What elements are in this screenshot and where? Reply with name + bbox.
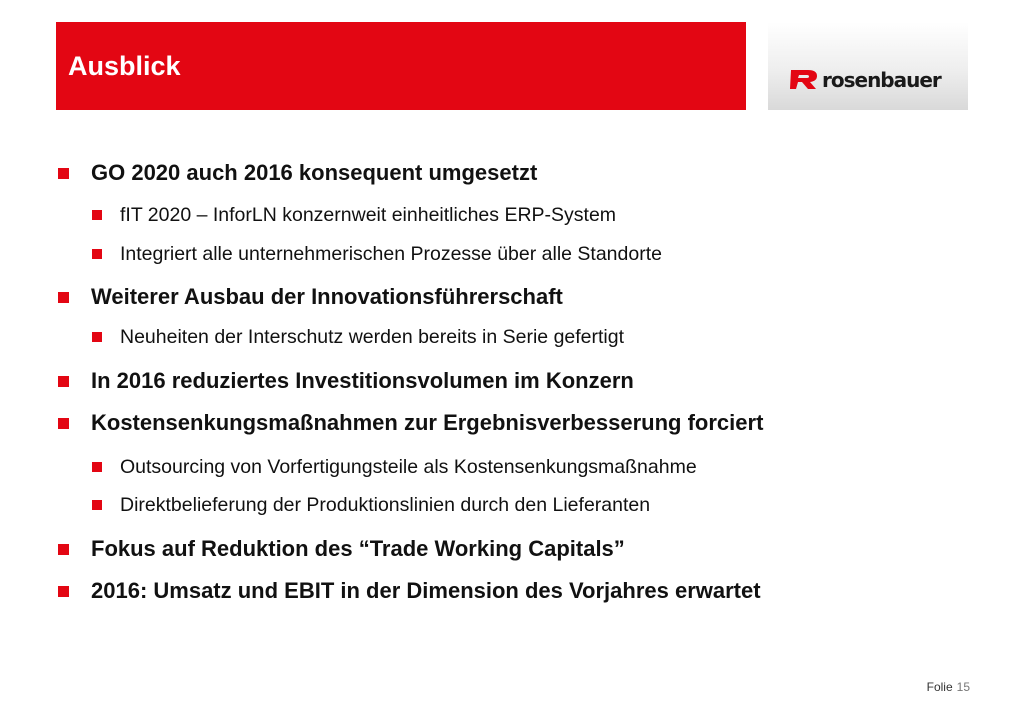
- bullet-text: Fokus auf Reduktion des “Trade Working Capitals”: [91, 536, 625, 561]
- bullet-text: 2016: Umsatz und EBIT in der Dimension des Vorjahres erwartet: [91, 578, 761, 603]
- bullet-text: Integriert alle unternehmerischen Prozesse über alle Standorte: [120, 243, 662, 265]
- bullet-square-icon: [58, 586, 69, 597]
- bullet-square-icon: [92, 210, 102, 220]
- bullet-text: In 2016 reduziertes Investitionsvolumen im Konzern: [91, 368, 634, 393]
- bullet-text: Outsourcing von Vorfertigungsteile als Kostensenkungsmaßnahme: [120, 456, 697, 478]
- footer-label: Folie: [926, 680, 953, 694]
- bullet-square-icon: [92, 249, 102, 259]
- bullet-text: Weiterer Ausbau der Innovationsführerschaft: [91, 284, 563, 309]
- bullet-square-icon: [58, 292, 69, 303]
- bullet-text: fIT 2020 – InforLN konzernweit einheitliches ERP-System: [120, 204, 617, 226]
- page-number: 15: [956, 680, 970, 694]
- bullet-text: GO 2020 auch 2016 konsequent umgesetzt: [91, 160, 538, 185]
- bullet-square-icon: [92, 500, 102, 510]
- bullet-square-icon: [92, 462, 102, 472]
- bullet-text: Neuheiten der Interschutz werden bereits in Serie gefertigt: [120, 326, 625, 348]
- bullet-square-icon: [58, 376, 69, 387]
- bullet-text: Direktbelieferung der Produktionslinien durch den Lieferanten: [120, 494, 651, 516]
- slide-footer: [927, 680, 970, 694]
- bullet-square-icon: [58, 168, 69, 179]
- bullet-square-icon: [58, 418, 69, 429]
- logo-text: rosenbauer: [822, 68, 941, 92]
- bullet-text: Kostensenkungsmaßnahmen zur Ergebnisverbesserung forciert: [91, 410, 764, 435]
- bullet-square-icon: [92, 332, 102, 342]
- slide-title: Ausblick: [68, 51, 181, 81]
- bullet-square-icon: [58, 544, 69, 555]
